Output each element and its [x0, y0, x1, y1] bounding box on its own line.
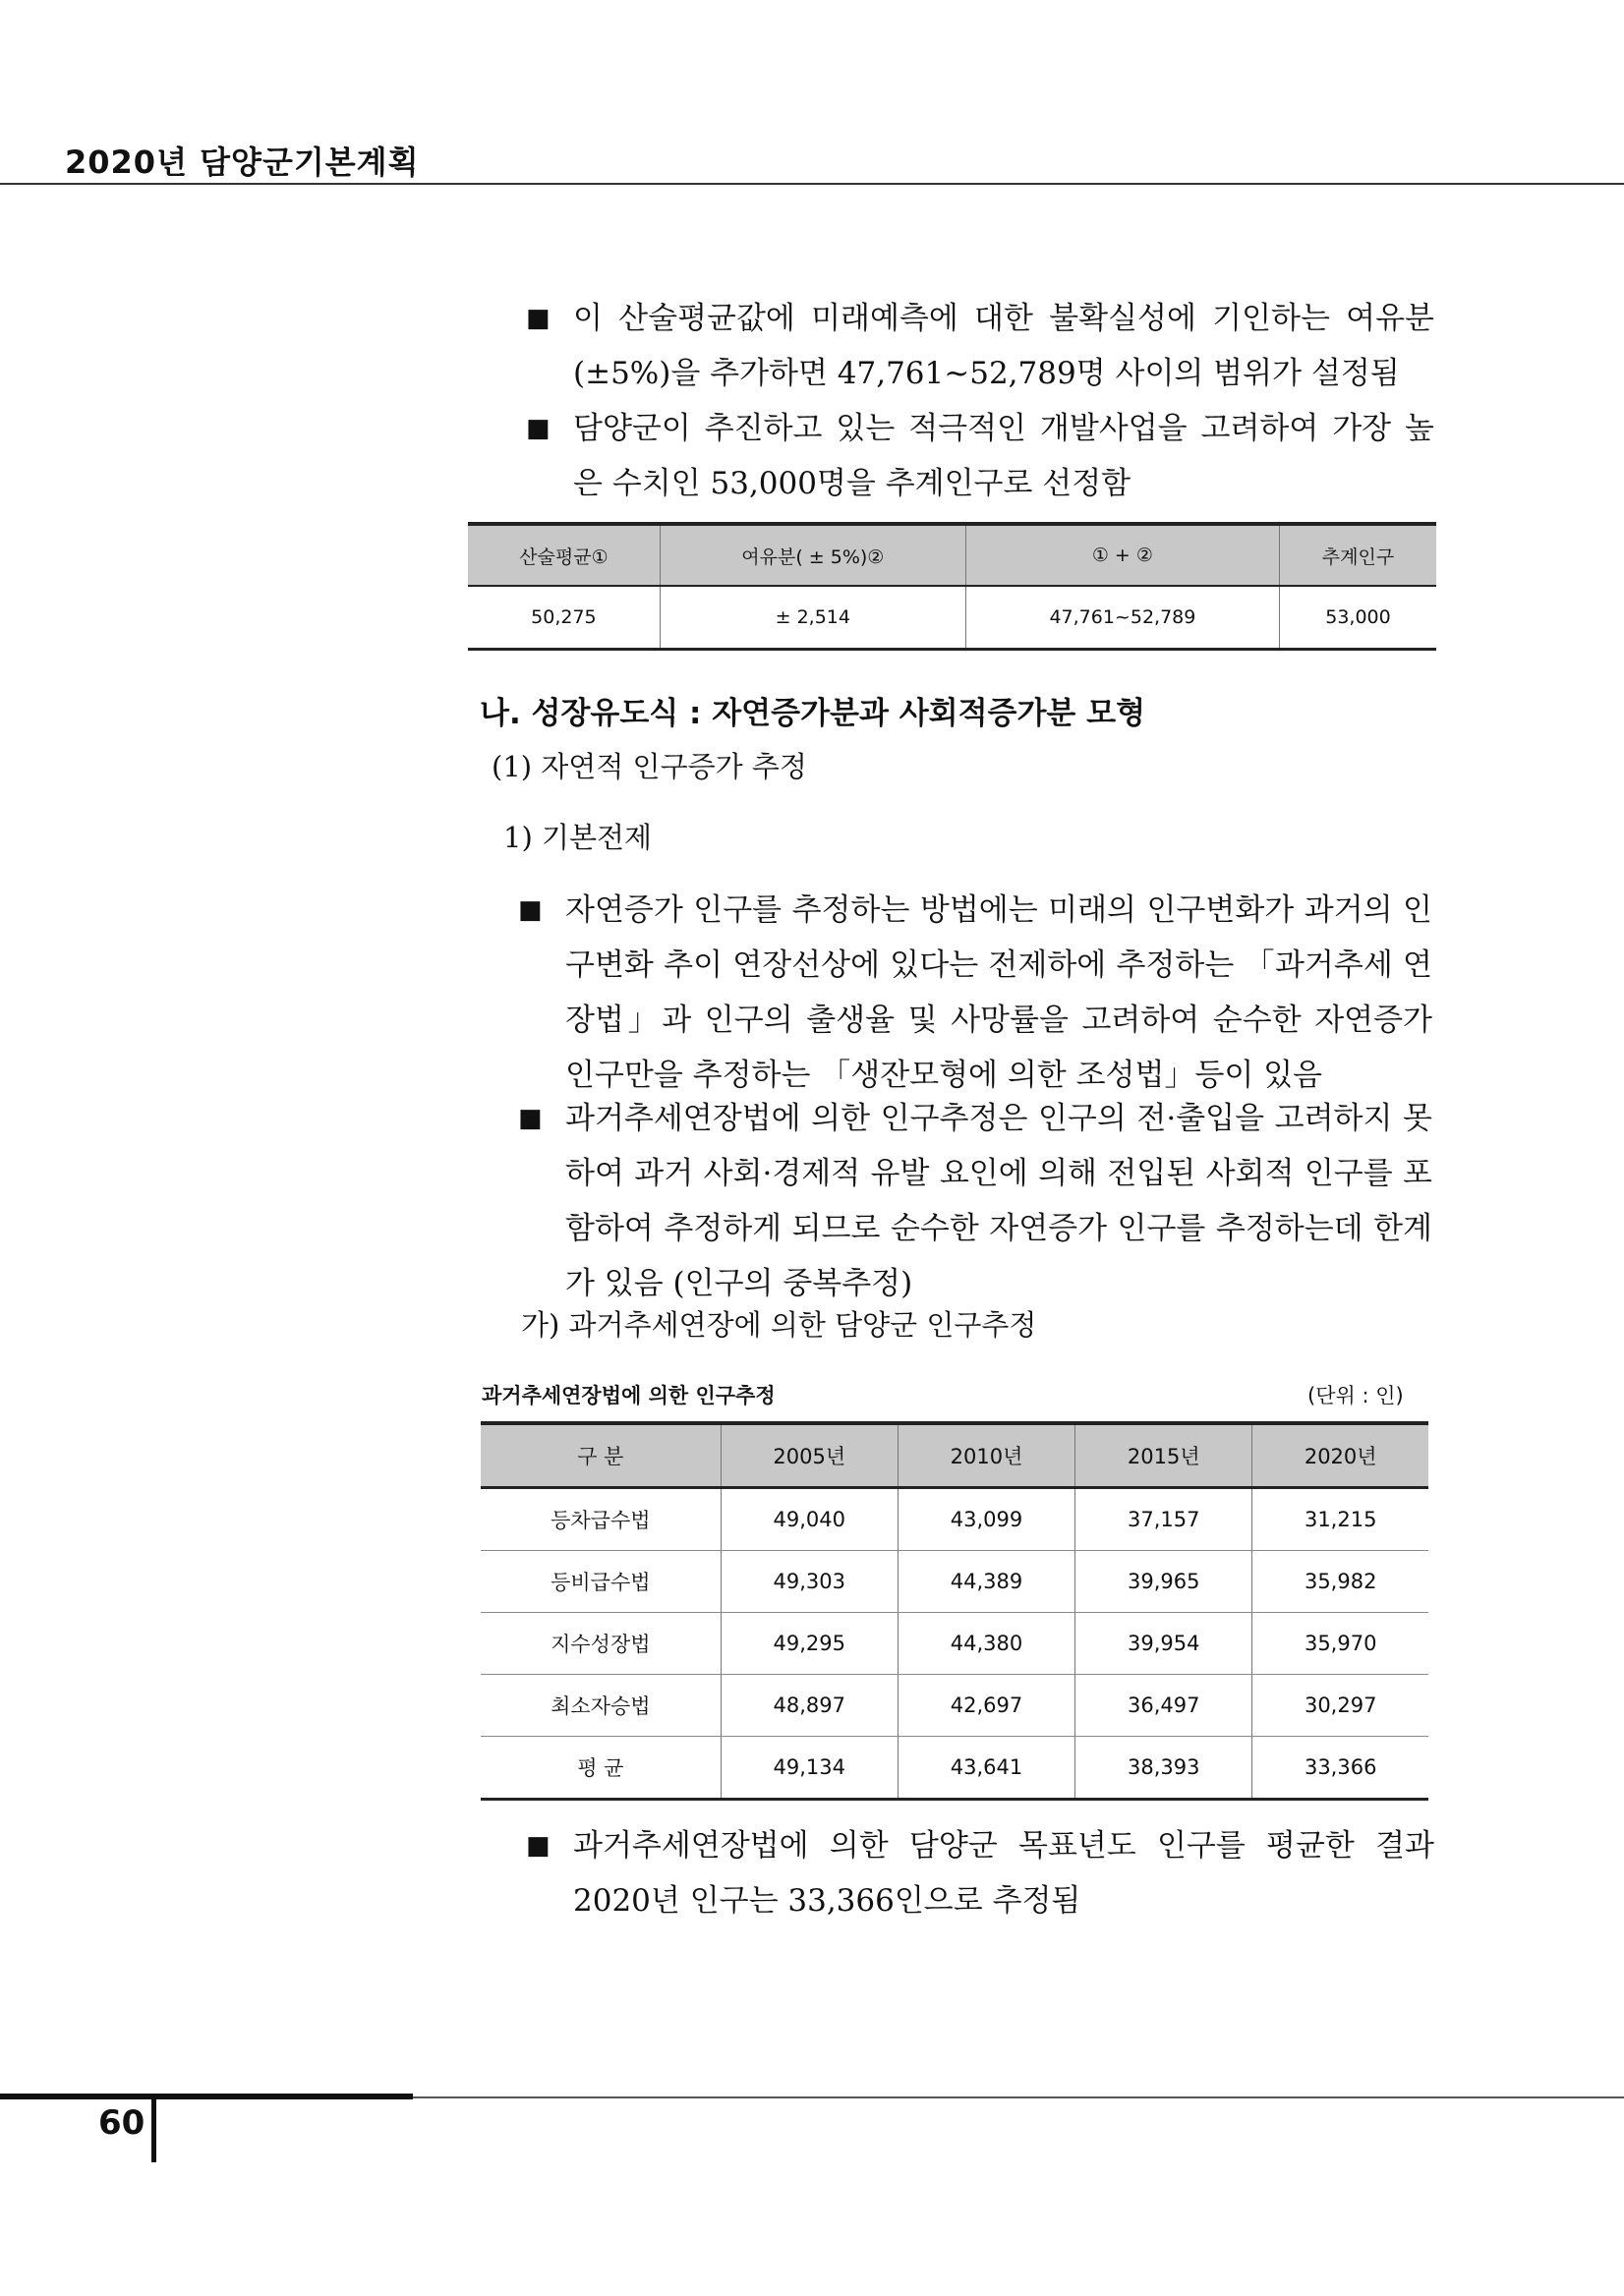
table-header-cell: 산술평균①: [468, 524, 660, 586]
table-cell: 최소자승법: [481, 1675, 721, 1737]
subsection-heading: (1) 자연적 인구증가 추정: [492, 750, 807, 783]
table-row: [468, 586, 1436, 650]
table-cell: 44,380: [898, 1613, 1074, 1675]
page-number: 60: [98, 2103, 145, 2143]
table-cell: ± 2,514: [660, 586, 965, 650]
bullet-paragraph: [518, 883, 1432, 1103]
bullet-text: 이 산술평균값에 미래예측에 대한 불확실성에 기인하는 여유분(±5%)을 추가하면 47,761~52,789명 사이의 범위가 설정됨: [573, 301, 1434, 391]
table-cell: 평 균: [481, 1737, 721, 1800]
footer-rule-thick: [0, 2094, 413, 2099]
table-header-row: [468, 524, 1436, 586]
table-cell: 42,697: [898, 1675, 1074, 1737]
page-number-bar: [151, 2099, 156, 2162]
table-cell: 38,393: [1075, 1737, 1252, 1800]
bullet-text: 과거추세연장법에 의한 인구추정은 인구의 전·출입을 고려하지 못하여 과거 사회·경제적 유발 요인에 의해 전입된 사회적 인구를 포함하여 추정하게 되므로 순수한 자연증가 인구를 추정하는데 한계가 있음 (인구의 중복추정): [565, 1101, 1432, 1301]
table-cell: 49,303: [721, 1551, 898, 1613]
bullet-square-icon: ■: [526, 304, 551, 333]
table-row: [481, 1488, 1428, 1551]
bullet-paragraph: [526, 1818, 1434, 1928]
table-cell: 35,970: [1252, 1613, 1428, 1675]
footer-rule-thin: [413, 2096, 1624, 2098]
table-cell: 35,982: [1252, 1551, 1428, 1613]
table-cell: 39,965: [1075, 1551, 1252, 1613]
table-cell: 49,040: [721, 1488, 898, 1551]
table-cell: 47,761~52,789: [965, 586, 1279, 650]
subsection-heading: 가) 과거추세연장에 의한 담양군 인구추정: [521, 1308, 1037, 1342]
table-header-row: [481, 1423, 1428, 1488]
table-cell: 30,297: [1252, 1675, 1428, 1737]
table-row: [481, 1551, 1428, 1613]
bullet-square-icon: ■: [526, 1831, 551, 1861]
table-header-cell: 2005년: [721, 1423, 898, 1488]
table-cell: 49,295: [721, 1613, 898, 1675]
table-cell: 36,497: [1075, 1675, 1252, 1737]
table-row: [481, 1613, 1428, 1675]
bullet-square-icon: ■: [518, 1104, 543, 1133]
table-row: [481, 1675, 1428, 1737]
bullet-paragraph: [526, 401, 1434, 511]
table-caption: 과거추세연장법에 의한 인구추정: [482, 1384, 776, 1407]
table-cell: 37,157: [1075, 1488, 1252, 1551]
bullet-square-icon: ■: [518, 895, 543, 925]
table-cell: 33,366: [1252, 1737, 1428, 1800]
table-cell: 48,897: [721, 1675, 898, 1737]
running-header-title: 2020년 담양군기본계획: [65, 144, 420, 181]
table-cell: 49,134: [721, 1737, 898, 1800]
subsection-heading: 1) 기본전제: [503, 821, 653, 854]
population-estimate-table: [481, 1421, 1428, 1801]
table-header-cell: 2010년: [898, 1423, 1074, 1488]
table-unit: (단위 : 인): [1307, 1384, 1404, 1407]
bullet-text: 과거추세연장법에 의한 담양군 목표년도 인구를 평균한 결과 2020년 인구는 33,366인으로 추정됨: [573, 1828, 1434, 1919]
bullet-text: 담양군이 추진하고 있는 적극적인 개발사업을 고려하여 가장 높은 수치인 53,000명을 추계인구로 선정함: [573, 411, 1434, 501]
table-header-cell: ① + ②: [965, 524, 1279, 586]
table-cell: 39,954: [1075, 1613, 1252, 1675]
bullet-text: 자연증가 인구를 추정하는 방법에는 미래의 인구변화가 과거의 인구변화 추이 연장선상에 있다는 전제하에 추정하는 「과거추세 연장법」과 인구의 출생율 및 사망률을 고려하여 순수한 자연증가 인구만을 추정하는 「생잔모형에 의한 조성법」등이 있음: [565, 892, 1432, 1093]
section-heading: 나. 성장유도식 : 자연증가분과 사회적증가분 모형: [480, 696, 1146, 731]
table-cell: 31,215: [1252, 1488, 1428, 1551]
table-row: [481, 1737, 1428, 1800]
header-rule: [0, 183, 1624, 185]
table-header-cell: 추계인구: [1279, 524, 1436, 586]
table-cell: 43,641: [898, 1737, 1074, 1800]
table-cell: 등비급수법: [481, 1551, 721, 1613]
table-header-cell: 구 분: [481, 1423, 721, 1488]
table-header-cell: 2020년: [1252, 1423, 1428, 1488]
table-cell: 등차급수법: [481, 1488, 721, 1551]
table-cell: 50,275: [468, 586, 660, 650]
bullet-square-icon: ■: [526, 414, 551, 443]
table-cell: 43,099: [898, 1488, 1074, 1551]
table-cell: 53,000: [1279, 586, 1436, 650]
bullet-paragraph: [526, 291, 1434, 401]
table-header-cell: 여유분( ± 5%)②: [660, 524, 965, 586]
table-cell: 44,389: [898, 1551, 1074, 1613]
estimate-table: [468, 522, 1436, 651]
table-cell: 지수성장법: [481, 1613, 721, 1675]
table-header-cell: 2015년: [1075, 1423, 1252, 1488]
bullet-paragraph: [518, 1091, 1432, 1311]
